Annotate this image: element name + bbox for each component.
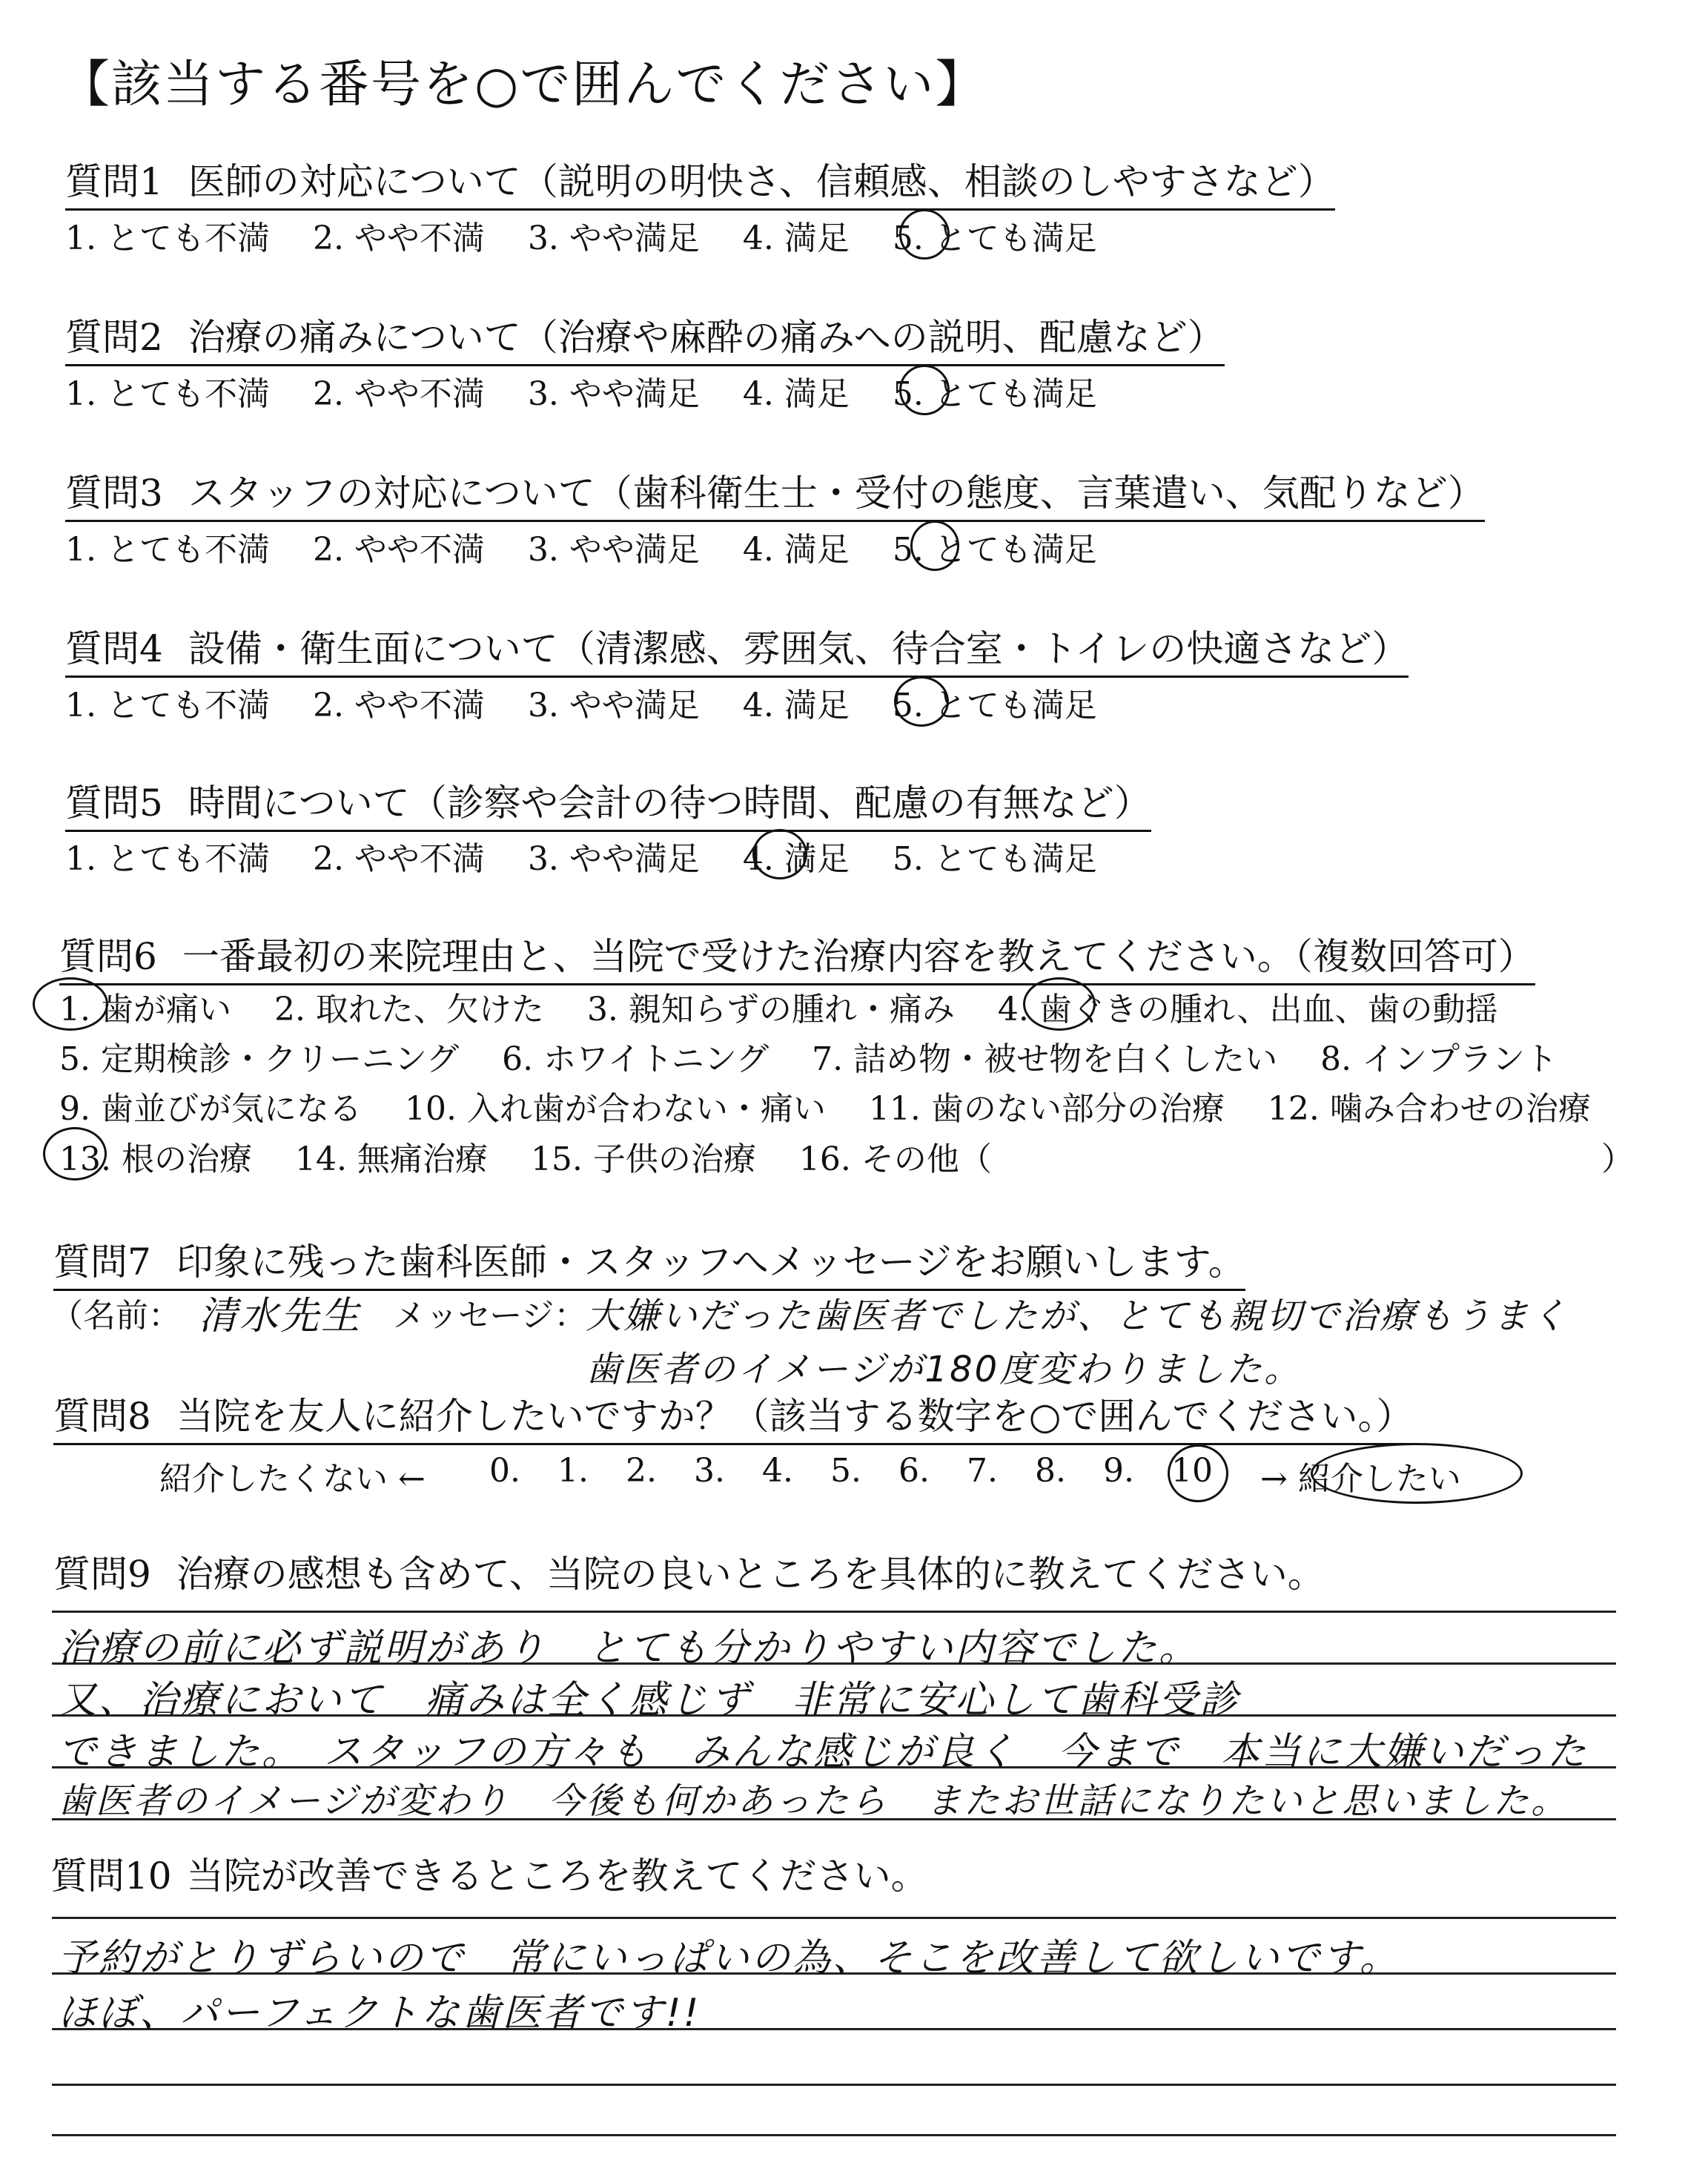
- q6-option-13[interactable]: 13. 根の治療: [59, 1140, 252, 1178]
- q7-message-line-2[interactable]: 歯医者のイメージが180度変わりました。: [586, 1349, 1302, 1390]
- question-2-options: [65, 367, 1130, 415]
- question-3-heading: [65, 463, 1485, 522]
- q6-selection-circle-1: [33, 977, 108, 1031]
- q6-row-4: [59, 1132, 1025, 1180]
- q4-option-4[interactable]: 4. 満足: [742, 687, 850, 724]
- q7-message-label: メッセージ：: [393, 1297, 587, 1335]
- q6-row-3: [59, 1082, 1623, 1129]
- q2-selection-circle: [899, 365, 950, 415]
- q6-option-4[interactable]: 4. 歯ぐきの腫れ、出血、歯の動揺: [997, 991, 1498, 1028]
- question-3-text: スタッフの対応について（歯科衛生士・受付の態度、言葉遣い、気配りなど）: [188, 472, 1485, 515]
- q1-option-2[interactable]: 2. やや不満: [312, 219, 485, 257]
- question-6-heading: [59, 927, 1535, 985]
- q6-option-16[interactable]: 16. その他（: [798, 1140, 992, 1178]
- q8-number-0[interactable]: 0.: [489, 1452, 520, 1490]
- q1-option-4[interactable]: 4. 満足: [742, 219, 850, 257]
- question-10-number: 質問10: [50, 1855, 172, 1898]
- q7-name-label: （名前：: [50, 1297, 181, 1335]
- q1-option-1[interactable]: 1. とても不満: [65, 219, 270, 257]
- q8-number-5[interactable]: 5.: [830, 1452, 861, 1490]
- question-1-options: [65, 211, 1130, 259]
- q6-option-15[interactable]: 15. 子供の治療: [530, 1140, 756, 1178]
- q5-option-4[interactable]: 4. 満足: [742, 840, 850, 878]
- q9-answer-line-1[interactable]: 治療の前に必ず説明があり とても分かりやすい内容でした。: [58, 1626, 1200, 1671]
- q4-option-5[interactable]: 5. とても満足: [892, 687, 1097, 724]
- q8-selection-circle: [1168, 1444, 1228, 1502]
- question-2-heading: [65, 308, 1225, 366]
- question-6-number: 質問6: [59, 935, 157, 978]
- q10-answer-rule-5: [52, 2134, 1616, 2136]
- question-6-text: 一番最初の来院理由と、当院で受けた治療内容を教えてください。（複数回答可）: [182, 935, 1535, 978]
- q6-option-6[interactable]: 6. ホワイトニング: [502, 1040, 769, 1078]
- question-8-heading: [53, 1387, 1413, 1445]
- form-title: 【該当する番号を○で囲んでください】: [59, 56, 987, 114]
- q8-number-3[interactable]: 3.: [694, 1452, 725, 1490]
- question-4-heading: [65, 619, 1409, 678]
- question-8-text: 当院を友人に紹介したいですか？（該当する数字を○で囲んでください。）: [176, 1395, 1414, 1438]
- q3-option-3[interactable]: 3. やや満足: [527, 531, 700, 569]
- q1-selection-circle: [899, 209, 950, 260]
- q8-number-9[interactable]: 9.: [1103, 1452, 1134, 1490]
- q8-number-2[interactable]: 2.: [626, 1452, 657, 1490]
- question-9-number: 質問9: [53, 1553, 151, 1596]
- q7-name-value[interactable]: 清水先生: [199, 1294, 363, 1338]
- q2-option-2[interactable]: 2. やや不満: [312, 375, 485, 413]
- q8-number-7[interactable]: 7.: [967, 1452, 998, 1490]
- q6-option-14[interactable]: 14. 無痛治療: [294, 1140, 488, 1178]
- q10-answer-line-1[interactable]: 予約がとりずらいので 常にいっぱいの為、そこを改善して欲しいです。: [58, 1936, 1400, 1981]
- q1-option-3[interactable]: 3. やや満足: [527, 219, 700, 257]
- q8-number-8[interactable]: 8.: [1035, 1452, 1066, 1490]
- q5-option-2[interactable]: 2. やや不満: [312, 840, 485, 878]
- q5-option-5[interactable]: 5. とても満足: [892, 840, 1097, 878]
- question-2-number: 質問2: [65, 316, 163, 359]
- q8-right-label-circle: [1311, 1443, 1523, 1504]
- q10-answer-line-2[interactable]: ほぼ、パーフェクトな歯医者です!!: [58, 1991, 701, 2035]
- q4-option-2[interactable]: 2. やや不満: [312, 687, 485, 724]
- question-1-number: 質問1: [65, 160, 163, 203]
- q5-option-3[interactable]: 3. やや満足: [527, 840, 700, 878]
- q3-option-2[interactable]: 2. やや不満: [312, 531, 485, 569]
- q6-row-1: [59, 982, 1531, 1030]
- q1-option-5[interactable]: 5. とても満足: [892, 219, 1097, 257]
- q8-number-1[interactable]: 1.: [557, 1452, 589, 1490]
- q8-number-10[interactable]: 10: [1171, 1452, 1213, 1490]
- q2-option-3[interactable]: 3. やや満足: [527, 375, 700, 413]
- q6-option-8[interactable]: 8. インプラント: [1320, 1040, 1558, 1078]
- q9-answer-line-3[interactable]: できました。 スタッフの方々も みんな感じが良く 今まで 本当に大嫌いだった: [58, 1730, 1589, 1774]
- q4-option-3[interactable]: 3. やや満足: [527, 687, 700, 724]
- q7-message-line-1[interactable]: 大嫌いだった歯医者でしたが、とても親切で治療もうまく: [586, 1295, 1569, 1337]
- q5-selection-circle: [752, 829, 807, 879]
- question-1-text: 医師の対応について（説明の明快さ、信頼感、相談のしやすさなど）: [188, 160, 1335, 203]
- question-2-text: 治療の痛みについて（治療や麻酔の痛みへの説明、配慮など）: [188, 316, 1225, 359]
- question-4-number: 質問4: [65, 627, 163, 670]
- question-7-number: 質問7: [53, 1241, 151, 1284]
- q6-option-7[interactable]: 7. 詰め物・被せ物を白くしたい: [812, 1040, 1278, 1078]
- question-5-number: 質問5: [65, 782, 163, 825]
- q2-option-1[interactable]: 1. とても不満: [65, 375, 270, 413]
- q10-answer-rule-4: [52, 2084, 1616, 2086]
- question-4-options: [65, 678, 1130, 726]
- q6-option-9[interactable]: 9. 歯並びが気になる: [59, 1090, 362, 1128]
- q6-selection-circle-4: [1023, 977, 1096, 1031]
- q3-selection-circle: [910, 521, 959, 571]
- q4-option-1[interactable]: 1. とても不満: [65, 687, 270, 724]
- question-7-heading: [53, 1232, 1245, 1291]
- q3-option-5[interactable]: 5. とても満足: [892, 531, 1097, 569]
- q6-other-close-paren: ）: [1601, 1140, 1634, 1178]
- question-8-number: 質問8: [53, 1395, 151, 1438]
- q3-option-1[interactable]: 1. とても不満: [65, 531, 270, 569]
- q6-option-11[interactable]: 11. 歯のない部分の治療: [868, 1090, 1225, 1128]
- q6-option-5[interactable]: 5. 定期検診・クリーニング: [59, 1040, 460, 1078]
- q8-number-6[interactable]: 6.: [898, 1452, 930, 1490]
- question-5-options: [65, 832, 1130, 879]
- question-5-heading: [65, 773, 1151, 832]
- q6-option-12[interactable]: 12. 噛み合わせの治療: [1267, 1090, 1591, 1128]
- q8-left-label: 紹介したくない ←: [159, 1460, 426, 1498]
- q2-option-4[interactable]: 4. 満足: [742, 375, 850, 413]
- q2-option-5[interactable]: 5. とても満足: [892, 375, 1097, 413]
- q6-option-1[interactable]: 1. 歯が痛い: [59, 991, 231, 1028]
- q6-option-10[interactable]: 10. 入れ歯が合わない・痛い: [404, 1090, 826, 1128]
- q6-row-2: [59, 1032, 1590, 1080]
- question-9-text: 治療の感想も含めて、当院の良いところを具体的に教えてください。: [176, 1553, 1325, 1596]
- question-3-number: 質問3: [65, 472, 163, 515]
- q8-scale: [489, 1452, 1239, 1490]
- question-3-options: [65, 523, 1130, 570]
- q9-answer-rule-1: [52, 1611, 1616, 1613]
- q8-number-4[interactable]: 4.: [762, 1452, 793, 1490]
- question-1-heading: [65, 152, 1335, 211]
- q10-answer-rule-1: [52, 1917, 1616, 1919]
- q4-selection-circle: [894, 676, 949, 727]
- q5-option-1[interactable]: 1. とても不満: [65, 840, 270, 878]
- question-7-text: 印象に残った歯科医師・スタッフへメッセージをお願いします。: [176, 1241, 1245, 1284]
- q6-option-2[interactable]: 2. 取れた、欠けた: [274, 991, 544, 1028]
- question-4-text: 設備・衛生面について（清潔感、雰囲気、待合室・トイレの快適さなど）: [188, 627, 1409, 670]
- question-9-heading: [53, 1545, 1325, 1598]
- question-10-heading: [50, 1846, 928, 1900]
- q8-right-label: → 紹介したい: [1260, 1460, 1461, 1498]
- question-5-text: 時間について（診察や会計の待つ時間、配慮の有無など）: [188, 782, 1151, 825]
- q6-option-3[interactable]: 3. 親知らずの腫れ・痛み: [586, 991, 955, 1028]
- q3-option-4[interactable]: 4. 満足: [742, 531, 850, 569]
- q6-selection-circle-13: [43, 1127, 107, 1180]
- q9-answer-line-4[interactable]: 歯医者のイメージが変わり 今後も何かあったら またお世話になりたいと思いました。: [58, 1780, 1569, 1822]
- question-10-text: 当院が改善できるところを教えてください。: [186, 1855, 928, 1898]
- q9-answer-line-2[interactable]: 又、治療において 痛みは全く感じず 非常に安心して歯科受診: [58, 1678, 1241, 1723]
